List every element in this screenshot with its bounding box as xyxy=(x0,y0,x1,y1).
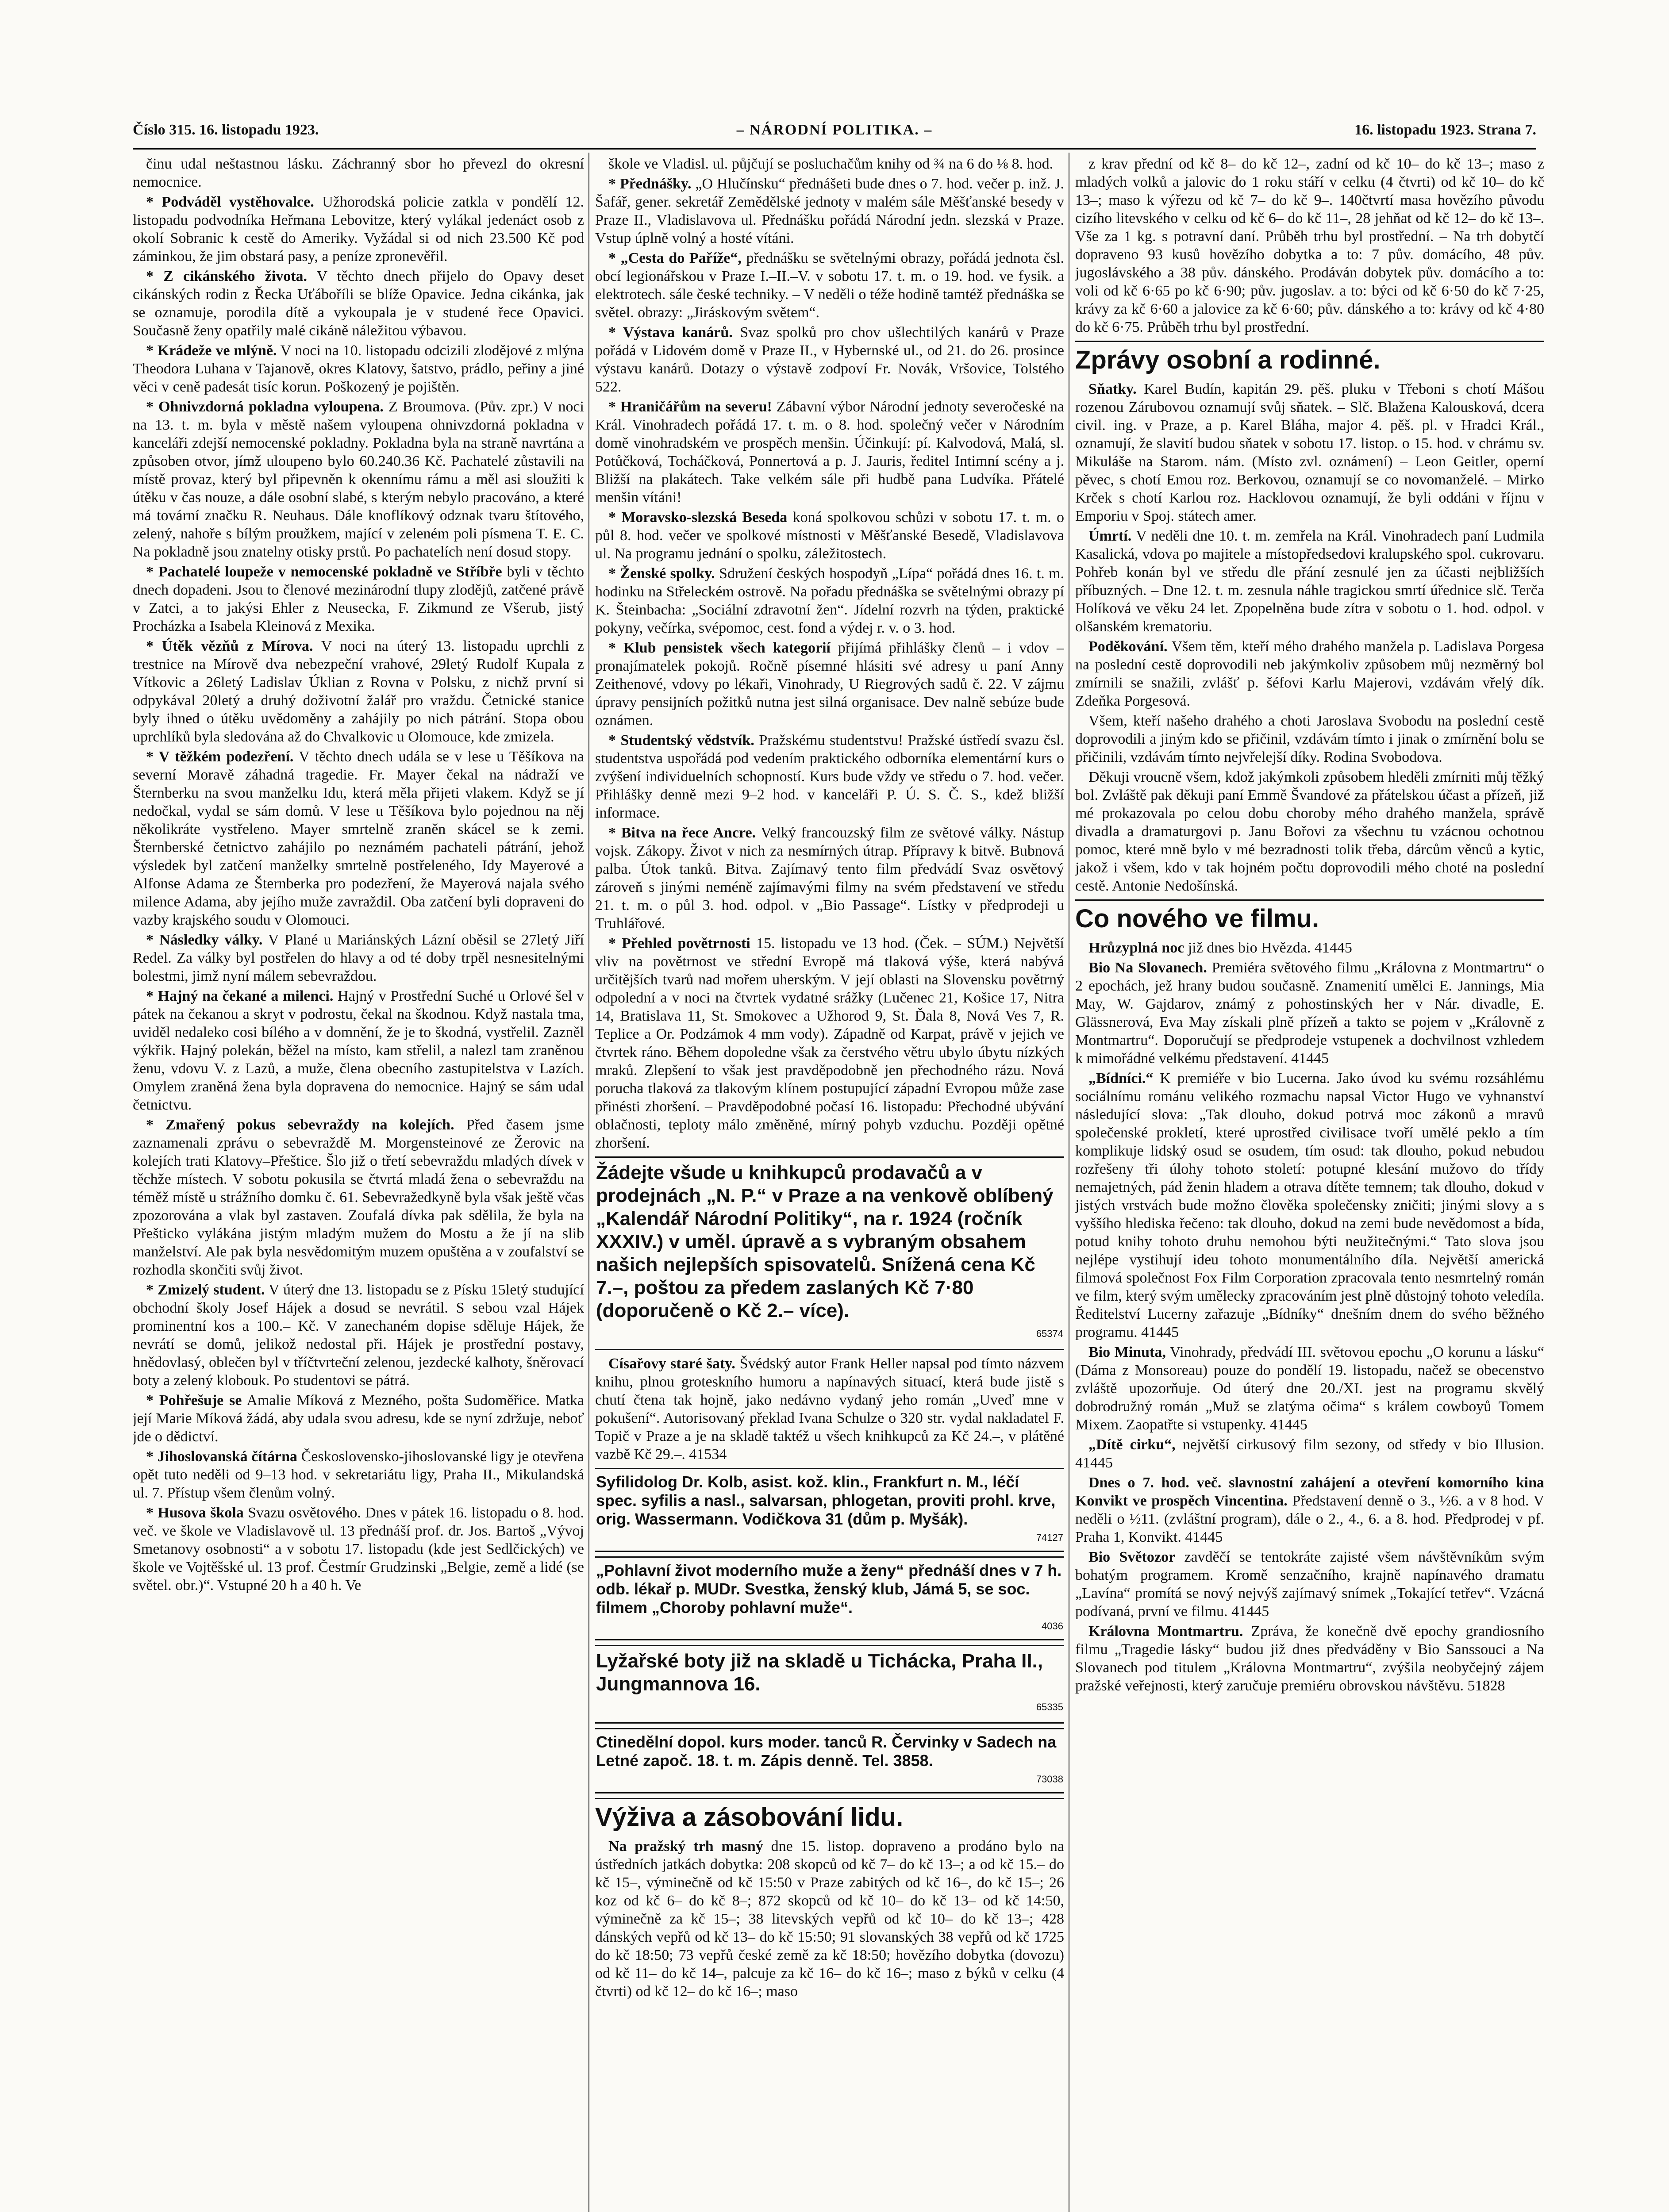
page-header xyxy=(133,122,1536,148)
column-1 xyxy=(133,155,584,2212)
news-item-heading: Sňatky. xyxy=(1088,381,1137,397)
news-item-heading: Hrůzyplná noc xyxy=(1088,940,1184,956)
news-item xyxy=(133,931,584,985)
news-item-text: Z Broumova. (Pův. zpr.) V noci na 13. t. m. byla v městě našem vyloupena ohnivzdorná pokladna v kanceláři zdejší nemocenské pokladny. Pokladna byla na straně navrtána a způsoben otvor, jímž uloupeno bylo 60.240.36 Kč. Pachatelé zůstavili na místě provaz, který byl připevněn k okennímu rámu a měl asi sloužiti k útěku v čas nouze, a dále osobní slabé, s kterým nebylo pracováno, a které má tovární značku R. Neuhaus. Dále knoflíkový odznak tvaru štítového, zelený, nahoře s bílým proužkem, mající v zeleném poli písmena T. E. C. Na pokladně jsou znatelny otisky prstů. Po pachatelích není dosud stopy. xyxy=(133,399,584,560)
news-item-text: K premiéře v bio Lucerna. Jako úvod ku svému rozsáhlému sociálnímu románu velikého rozmachu napsal Victor Hugo ve vyhnanství následující slova: „Tak dlouho, dokud potrvá moc zákonů a mravů společenské prokletí, které uprostřed civilisace tvoří umělé peklo a tím komplikuje lidský osud se osudem, tím osud: tak dlouho, pokud nebudou rozřešeny tři úlohy tohoto století: potupné klesání mužovo do třídy nemajetných, pád ženin hladem a otrava dítěte temnem; tak dlouho, dokud v jistých vrstvách bude možno člověka společensky zničiti; jinými slovy a s vyššího hlediska řečeno: tak dlouho, dokud na zemi bude nevědomost a bída, potud knihy tohoto druhu nemohou býti neužitečnými.“ Tato slova jsou nejlépe vystihují ideu tohoto monumentálního díla. Největší americká filmová společnost Fox Film Corporation zpracovala tento nesmrtelný román ve film, který svým umělecky zpracováním jest plně důstojný tohoto veledíla. Ředitelství Lucerny zařazuje „Bídníky“ dnešním dnem do svého běžného programu. 41445 xyxy=(1075,1070,1544,1340)
news-item-heading: Bio Minuta, xyxy=(1088,1344,1166,1360)
section-heading: Výživa a zásobování lidu. xyxy=(595,1798,1064,1833)
news-item-text: byli v těchto dnech dopadeni. Jsou to členové mezinárodní tlupy zlodějů, zatčené právě v Zatci, a to jakýsi Ehler z Neusecka, F. Zikmund ze Všerub, jistý Procházka a Isabela Kleinová z Mexika. xyxy=(133,564,584,634)
news-item-text: Vinohrady, předvádí III. světovou epochu „O korunu a lásku“ (Dáma z Monsoreau) pouze do pondělí 19. listopadu, načež se obecenstvo zvláště upozorňuje. Od úterý dne 20./XI. jest na programu skvělý dobrodružný román „Muž se zlatýma očima“ s králem cowboyů Tomem Mixem. Zaopatřte si vstupenky. 41445 xyxy=(1075,1344,1544,1433)
news-item xyxy=(1075,768,1544,895)
date-and-page: 16. listopadu 1923. Strana 7. xyxy=(1354,122,1536,138)
news-item-heading: Bio Na Slovanech. xyxy=(1088,960,1207,976)
news-item-heading: * Podváděl vystěhovalce. xyxy=(146,194,314,210)
news-item-text: V neděli dne 10. t. m. zemřela na Král. Vinohradech paní Ludmila Kasalická, vdova po majitele a místopředsedovi kralupského spol. cukrovaru. Pohřeb konán byl ve středu dle přání zesnulé jen za účasti nejbližších příbuzných. – Dne 12. t. m. zesnula náhle tragickou smrtí úřednice slč. Terča Holíková ve věku 24 let. Zpopelněna bude zítra v sobotu o 1. hod. odpol. v olšanském krematoriu. xyxy=(1075,528,1544,635)
news-item-heading: * Ohnivzdorná pokladna vyloupena. xyxy=(146,399,384,415)
news-item-text: Sdružení českých hospodyň „Lípa“ pořádá dnes 16. t. m. hodinku na Střeleckém ostrově. Na pořadu přednáška se světelnými obrazy pí K. Šteinbacha: „Sociální zdravotní žen“. Jídelní rozvrh na týden, praktické pokyny, večírka, svépomoc, cest. fond a výdej r. v. o 3. hod. xyxy=(595,565,1064,636)
news-item-heading: * „Cesta do Paříže“, xyxy=(608,250,742,266)
news-item xyxy=(1075,155,1544,336)
column-3 xyxy=(1075,155,1544,2212)
advertisement xyxy=(595,1468,1064,1552)
section-heading: Zprávy osobní a rodinné. xyxy=(1075,341,1544,376)
news-item xyxy=(1075,939,1544,957)
news-item xyxy=(133,1448,584,1502)
ad-text: Lyžařské boty již na skladě u Tichácka, Praha II., Jungmannova 16. xyxy=(596,1650,1043,1695)
news-item-text: Karel Budín, kapitán 29. pěš. pluku v Třeboni s chotí Mášou rozenou Zárubovou oznamují svůj sňatek. – Slč. Blažena Kalousková, dcera civil. ing. v Praze, a p. Karel Bláha, major 4. pěš. pl. v Hradci Král., oznamují, že slavití budou sňatek v sobotu 17. listop. o 15. hod. v chrámu sv. Mikuláše na Starom. nám. (Místo zvl. oznámení) – Leon Geitler, operní pěvec, s chotí Emou roz. Berkovou, oznamují se co novomanželé. – Mirko Krček s chotí Karlou roz. Hacklovou oznamují, že byli oddáni v říjnu v Emporiu v Spoj. státech amer. xyxy=(1075,381,1544,524)
news-item xyxy=(595,565,1064,637)
ad-text: „Pohlavní život moderního muže a ženy“ přednáší dnes v 7 h. odb. lékař p. MUDr. Svestka, ženský klub, Jámá 5, se soc. filmem „Choroby pohlavní muže“. xyxy=(596,1561,1062,1617)
news-item xyxy=(1075,1343,1544,1434)
news-item-heading: Úmrtí. xyxy=(1088,528,1132,544)
ad-code: 4036 xyxy=(1042,1621,1063,1632)
news-item-heading: * Přehled povětrnosti xyxy=(608,935,750,952)
news-item xyxy=(133,1281,584,1390)
masthead-title: – NÁRODNÍ POLITIKA. – xyxy=(736,122,933,138)
news-item-text: V Plané u Mariánských Lázní oběsil se 27letý Jiří Redel. Za války byl postřelen do hlavy a od té doby trpěl nesnesitelnými bolestmi, jimž nyní málem sebevraždou. xyxy=(133,932,584,984)
news-item xyxy=(1075,637,1544,710)
news-item-text: Amalie Míková z Mezného, pošta Sudoměřice. Matka její Marie Míková žádá, aby udala svou adresu, kde se nyní zdržuje, neboť jde o dědictví. xyxy=(133,1392,584,1445)
news-item xyxy=(133,563,584,635)
ad-code: 74127 xyxy=(1036,1532,1063,1543)
news-item-text: Svazu osvětového. Dnes v pátek 16. listopadu o 8. hod. več. ve škole ve Vladislavově ul. 13 přednáší prof. dr. Jos. Bartoš „Vývoj Smetanovy osobnosti“ a v sobotu 17. listopadu (kde jest Sedlčických) ve škole ve Vojtěšské ul. 13 prof. Čestmír Grudzinski „Belgie, země a lidé (se světel. obr.)“. Vstupné 20 h a 40 h. Ve xyxy=(133,1505,584,1594)
issue-number: Číslo 315. 16. listopadu 1923. xyxy=(133,122,319,138)
news-item xyxy=(133,987,584,1114)
news-item xyxy=(133,637,584,746)
news-item xyxy=(595,1837,1064,2001)
news-item-text: 15. listopadu ve 13 hod. (Ček. – SÚM.) Největší vliv na povětrnost ve střední Evropě má tlaková výše, která nabývá určitějších tvarů nad mořem uherským. V její oblasti na Slovensku povětrný odpolední a v noci na čtvrtek vydatné srážky (Lučenec 21, Košice 17, Nitra 14, Bratislava 11, St. Smokovec a Užhorod 9, St. Ďala 8, Nová Ves 7, R. Teplice a Or. Podzámok 4 mm vody). Západně od Karpat, právě v jejich ve čtvrtek ráno. Během dopoledne však za čerstvého větru ubylo úbytu nízkých mraků. Zlepšení to však jest pravděpodobně jen přechodného rázu. Nová porucha tlaková za tlakovým klínem postupující západní Evropou může zase přinésti zhoršení. – Pravděpodobné počasí 16. listopadu: Přechodné ubývání oblačnosti, teploty málo změněné, mírný pohyb vzduchu. Později opětné zhoršení. xyxy=(595,935,1064,1151)
news-item-text: Velký francouzský film ze světové války. Nástup vojsk. Zákopy. Život v nich za nesmírných útrap. Přípravy k bitvě. Bubnová palba. Útok tanků. Bitva. Zajímavý tento film předvádí Svaz osvětový zároveň s jinými neméně zajímavými filmy na svém představení ve středu 21. t. m. o půl 3. hod. odpol. v „Bio Passage“. Lístky v předprodeji u Truhlářové. xyxy=(595,825,1064,932)
news-item xyxy=(595,323,1064,396)
news-item-heading: * V těžkém podezření. xyxy=(146,749,294,765)
news-item-heading: * Husova škola xyxy=(146,1505,244,1521)
news-item-text: Představení denně o 3., ½6. a v 8 hod. V neděli o ½11. (zvláštní program), dále o 2., 4., 6. a 8. hod. Předprodej v pf. Praha 1, Konvikt. 41445 xyxy=(1075,1493,1544,1545)
news-item xyxy=(1075,1069,1544,1341)
news-item-text: Premiéra světového filmu „Královna z Montmartru“ o 2 epochách, jež hrany budou současně. Znamenití umělci E. Jannings, Mia May, W. Gajdarov, známý z pohostinských her v Nár. divadle, E. Glässnerová, Eva May získali plně přízeň a takto se pojem v „Královně z Montmartru“. Doporučují se předprodeje vstupenek a dochvilnost vzhledem k mimořádné velkému představení. 41445 xyxy=(1075,960,1544,1067)
news-item-text: Všem, kteří našeho drahého a choti Jaroslava Svobodu na poslední cestě doprovodili a jiným kdo se přičinil, vzdávám tímto i jinak o zmírnění bolu se přičinili, vzdávám tímto nejvřelejší díky. Rodina Svobodova. xyxy=(1075,713,1544,765)
news-item-heading: * Přednášky. xyxy=(608,176,692,192)
news-item xyxy=(1075,959,1544,1068)
news-item-text: Svaz spolků pro chov ušlechtilých kanárů v Praze pořádá v Lidovém domě v Praze II., v Hybernské ul., od 21. do 26. prosince výstavu kanárů. Dotazy o výstavě zodpoví Fr. Novák, Vršovice, Tolstého 522. xyxy=(595,324,1064,395)
news-item-text: V těchto dnech přijelo do Opavy deset cikánských rodin z Řecka Uťáboříli se blíže Opavice. Jedna cikánka, jak se oznamuje, porodila dítě a vykoupala je v studené řece Opavici. Současně ženy opatřily malé cikáně náležitou výbavou. xyxy=(133,268,584,339)
news-item xyxy=(595,639,1064,730)
news-item-heading: * Moravsko-slezská Beseda xyxy=(608,509,788,526)
news-item xyxy=(1075,1474,1544,1546)
news-item-text: „O Hlučínsku“ přednášeti bude dnes o 7. hod. večer p. inž. J. Šafář, gener. sekretář Zemědělské jednoty v malém sále Měšťanské besedy v Praze II., Vladislavova ul. Přednášku pořádá Národní jedn. slezská v Praze. Vstup úplně volný a hosté vítáni. xyxy=(595,176,1064,246)
news-item-heading: Císařovy staré šaty. xyxy=(608,1356,735,1372)
news-item xyxy=(595,824,1064,933)
news-item xyxy=(595,731,1064,822)
news-item-text: zavděčí se tentokráte zajisté všem návštěvníkům svým bohatým programem. Kromě senzačního, krajně napínavého dramatu „Lavína“ promítá se nový nejvýš zajímavý snímek „Tokající tetřev“. Vzácná podívaná, první ve filmu. 41445 xyxy=(1075,1549,1544,1620)
news-item xyxy=(133,1391,584,1446)
news-item xyxy=(1075,1548,1544,1621)
news-item-text: Všem těm, kteří mého drahého manžela p. Ladislava Porgesa na poslední cestě doprovodili neb jakýmkoliv způsobem můj nezměrný bol zmírnili se snažili, zvlášť p. šéfovi Karlu Majerovi, vzdávám vřelý dík. Zdeňka Porgesová. xyxy=(1075,638,1544,709)
news-item-text: Hajný v Prostřední Suché u Orlové šel v pátek na čekanou a skryt v podrostu, čekal na škodnou. Když nastala tma, uviděl nedaleko cosi bílého a v domnění, že je to škodná, vystřelil. Zazněl výkřik. Hajný polekán, běžel na místo, kam střelil, a nalezl tam zraněnou ženu, vdovu V. z Lazů, a muže, člena obecního zastupitelstva v Lazích. Omylem zraněná žena byla dopravena do nemocnice. Hajný se sám udal četnictvu. xyxy=(133,988,584,1113)
news-item xyxy=(1075,1436,1544,1472)
news-item-text: přijímá přihlášky členů – i vdov – pronajímatelek pokojů. Ročně písemné hlásiti své adresy u paní Anny Zeithenové, vdovy po lékaři, Vinohrady, U Riegrových sadů č. 22. V zájmu úpravy pensijních požitků nutna jest silná organisace. Dev nalně sebúze bude oznámen. xyxy=(595,640,1064,729)
news-item-text: již dnes bio Hvězda. 41445 xyxy=(1188,940,1352,956)
advertisement xyxy=(595,1645,1064,1724)
news-item-heading: Poděkování. xyxy=(1088,638,1168,655)
news-item-text: činu udal neštastnou lásku. Záchranný sbor ho převezl do okresní nemocnice. xyxy=(133,156,584,190)
news-item xyxy=(133,267,584,340)
news-item-text: Zábavní výbor Národní jednoty severočeské na Král. Vinohradech pořádá 17. t. m. o 8. hod. společný večer v Národním domě vinohradském ve prospěch menšin. Účinkují: pí. Kalvodová, Malá, sl. Potůčková, Tocháčková, Ponnertová a p. J. Jauris, ředitel Intimní scény a j. Bližší na plakátech. Take velkém sále při hudbě pana Ludvíka. Přátelé menšin vítáni! xyxy=(595,399,1064,506)
news-item-text: Užhorodská policie zatkla v pondělí 12. listopadu podvodníka Heřmana Lebovitze, který vylákal jedenáct osob z okolí Sobranic k cestě do Ameriky. Vyžádal si od nich 23.500 Kč pod záminkou, že jim obstará pasy, a peníze zpronevěřil. xyxy=(133,194,584,265)
news-item-heading: * Zmizelý student. xyxy=(146,1282,265,1298)
news-item xyxy=(133,1504,584,1594)
news-item-text: V noci na úterý 13. listopadu uprchli z trestnice na Mírově dva nebezpeční vrahové, 29letý Rudolf Kupala z Vítkovic a 26letý Ladislav Úklian z Rovna v Polsku, z nichž první si odpykával 20letý a druhý doživotní žalář pro vraždu. Četnické stanice byly ihned o útěku uvědoměny a zahájily po nich pátrání. Stopa obou uprchlíků byla sledována až do Chvalkovic u Olomouce, kde zmizela. xyxy=(133,638,584,745)
news-item xyxy=(133,748,584,929)
news-item-heading: „Bídníci.“ xyxy=(1088,1070,1154,1087)
news-item-text: škole ve Vladisl. ul. půjčují se posluchačům knihy od ¾ na 6 do ⅛ 8. hod. xyxy=(608,156,1054,172)
news-item-heading: * Hajný na čekané a milenci. xyxy=(146,988,334,1004)
header-rule xyxy=(133,148,1536,150)
news-item-text: dne 15. listop. dopraveno a prodáno bylo na ústředních jatkách dobytka: 208 skopců od kč 7– do kč 13–; a od kč 15.– do kč 15–, výminečně od kč 15:50 v Praze zabitých od kč 16–, do kč 15–; 26 koz od kč 6– do kč 8–; 872 skopců od kč 10– do kč 13– od kč 14:50, výminečně za kč 15–; 38 litevských vepřů od kč 10– do kč 13–; 428 dánských vepřů od kč 13– do kč 15:50; 91 slovanských 38 vepřů od kč 1725 do kč 18:50; 73 vepřů české země za kč 18:50; hovězího dobytka (dovozu) od kč 11– do kč 14–, palcuje za kč 16– do kč 16–; maso z býků v celku (4 čtvrti) od kč 12– do kč 16–; maso xyxy=(595,1838,1064,2000)
news-item-heading: * Ženské spolky. xyxy=(608,565,715,582)
news-item-text: přednášku se světelnými obrazy, pořádá jednota čsl. obcí legionářskou v Praze I.–II.–V. v sobotu 17. t. m. o 19. hod. ve fysik. a elektrotech. sále české techniky. – V neděli o téže hodině tamtéž přednáška se světel. obrazy: „Jiráskovým světem“. xyxy=(595,250,1064,321)
news-item-text: V těchto dnech udála se v lese u Těšíkova na severní Moravě záhadná tragedie. Fr. Mayer čekal na nádraží ve Šternberku na svou manželku Idu, která měla přijeti vlakem. Když se jí nedočkal, vydal se sám domů. V lese u Těšíkova bylo pojednou na něj několikráte vystřeleno. Mayer smrtelně zraněn skácel se k zemi. Šternberské četnictvo zahájilo po neznámém pachateli pátrání, jehož výsledek byl zatčení manželky smrtelně postřeleného, Idy Mayerové a Alfonse Adama ze Šternberka pro podezření, že Mayerová najala svého milence Adama, aby jejího muže zavraždil. Oba zatčení byli dopraveni do vazby krajského soudu v Olomouci. xyxy=(133,749,584,928)
news-item xyxy=(595,1355,1064,1463)
news-item xyxy=(595,508,1064,563)
news-item xyxy=(133,342,584,396)
news-item-text: koná spolkovou schůzi v sobotu 17. t. m. o půl 8. hod. večer ve spolkové místnosti v Měšťanské Besedě, Vladislavova ul. Na programu jednání o spolku, záležitostech. xyxy=(595,509,1064,562)
advertisement xyxy=(595,1728,1064,1793)
column-2 xyxy=(595,155,1064,2212)
news-item-heading: * Krádeže ve mlýně. xyxy=(146,342,277,359)
news-item-text: Zpráva, že konečně dvě epochy grandiosního filmu „Tragedie lásky“ budou již dnes předváděny v Bio Sanssouci a Na Slovanech pod titulem „Královna Montmartru“, zvýšila neobyčejný zájem pražské veřejnosti, který zaručuje premiéru obrovskou návštěvu. 51828 xyxy=(1075,1623,1544,1694)
ad-text: Žádejte všude u knihkupců prodavačů a v prodejnách „N. P.“ v Praze a na venkově oblíbený „Kalendář Národní Politiky“, na r. 1924 (ročník XXXIV.) v uměl. úpravě a s vybraným obsahem našich nejlepších spisovatelů. Snížená cena Kč 7.–, poštou za předem zaslaných Kč 7·80 (doporučeně o Kč 2.– více). xyxy=(596,1162,1054,1321)
news-item-heading: * Výstava kanárů. xyxy=(608,324,733,341)
news-item-text: V úterý dne 13. listopadu se z Písku 15letý studující obchodní školy Josef Hájek a dosud se nevrátil. S sebou vzal Hájek prominentní kos a 100.– Kč. V zanechaném dopise sděluje Hájek, že nevrátí se domů, jelikož nedostal při. Hájek je prostřední postavy, hnědovlasý, oblečen byl v tříčtvrteční zelenou, jezdecké kalhoty, šněrovací boty a zelený klobouk. Po studentovi se pátrá. xyxy=(133,1282,584,1389)
news-item xyxy=(1075,527,1544,636)
section-heading: Co nového ve filmu. xyxy=(1075,899,1544,934)
news-item-text: největší cirkusový film sezony, od středy v bio Illusion. 41445 xyxy=(1075,1436,1544,1471)
news-item-heading: * Následky války. xyxy=(146,932,263,948)
ad-text: Ctinedělní dopol. kurs moder. tanců R. Červinky v Sadech na Letné započ. 18. t. m. Zápis denně. Tel. 3858. xyxy=(596,1733,1057,1770)
news-item xyxy=(595,934,1064,1152)
news-item xyxy=(1075,380,1544,525)
news-item-heading: * Zmařený pokus sebevraždy na kolejích. xyxy=(146,1117,454,1133)
news-item-heading: * Pachatelé loupeže v nemocenské pokladně ve Stříbře xyxy=(146,564,502,580)
news-item-heading: Královna Montmartru. xyxy=(1088,1623,1243,1640)
news-item-text: Švédský autor Frank Heller napsal pod tímto názvem knihu, plnou groteskního humoru a napínavých situací, která bude jistě s chutí čtena tak hojně, jako nedávno vydaný jeho román „Uveď mne v pokušení“. Autorisovaný překlad Ivana Schulze o 320 str. vydal nakladatel F. Topič v Praze a je na skladě taktéž u všech knihkupců za Kč 24.–, v plátěné vazbě Kč 29.–. 41534 xyxy=(595,1356,1064,1463)
news-item-text: Před časem jsme zaznamenali zprávu o sebevraždě M. Morgensteinové ze Žerovic na kolejích trati Klatovy–Přeštice. Šlo již o třetí sebevraždu mladých dívek v těchže místech. V sobotu pokusila se čtvrtá mladá žena o sebevraždu na téměž místě u strážního domku č. 61. Sebevražedkyně byla však ještě včas zpozorována a vlak byl zastaven. Zoufalá dívka pak sdělila, že byla na Přešticko vylákána jistým mladým mužem do Mostu a že jí na slib manželství. Ale pak byla nesvědomitým muzem opuštěna a v zoufalství se rozhodla skončiti svůj život. xyxy=(133,1117,584,1278)
column-divider-1 xyxy=(588,153,589,2212)
news-item xyxy=(133,193,584,265)
news-item xyxy=(595,155,1064,173)
news-item xyxy=(595,175,1064,247)
news-item xyxy=(1075,712,1544,766)
news-item-heading: Na pražský trh masný xyxy=(608,1838,763,1855)
ad-code: 65374 xyxy=(1036,1328,1063,1339)
news-item-text: Děkuji vroucně všem, kdož jakýmkoli způsobem hleděli zmírniti můj těžký bol. Zvláště pak děkuji paní Emmě Švandové za přátelskou účast a přízeň, již mé prokazovala po celou dobu choroby mého drahého manžela, správě divadla a dramaturgovi p. Janu Bořovi za všechnu tu vzácnou ochotnou pomoc, které mně bylo v mé bezradnosti tolik třeba, dárcům věnců a kytic, jakož i všem, kdo v tak hojném počtu doprovodili mého choté na poslední cestě. Antonie Nedošínská. xyxy=(1075,769,1544,894)
ad-code: 65335 xyxy=(1036,1701,1063,1713)
news-item-heading: „Dítě cirku“, xyxy=(1088,1436,1176,1453)
news-item-heading: * Pohřešuje se xyxy=(146,1392,242,1409)
advertisement xyxy=(595,1156,1064,1350)
news-item-heading: * Jihoslovanská čítárna xyxy=(146,1448,298,1465)
news-item xyxy=(1075,1622,1544,1695)
news-item xyxy=(133,398,584,561)
ad-text: Syfilidolog Dr. Kolb, asist. kož. klin., Frankfurt n. M., léčí spec. syfilis a nasl., salvarsan, phlogetan, proviti prohl. krve, orig. Wassermann. Vodičkova 31 (dům p. Myšák). xyxy=(596,1473,1056,1528)
news-item-heading: Dnes o 7. hod. več. slavnostní zahájení a otevření komorního kina Konvikt ve prospěch Vincentina. xyxy=(1075,1475,1544,1509)
news-item xyxy=(595,249,1064,322)
news-item-heading: * Klub pensistek všech kategorií xyxy=(608,640,831,656)
news-item-heading: * Z cikánského života. xyxy=(146,268,308,284)
news-item-text: z krav přední od kč 8– do kč 12–, zadní od kč 10– do kč 13–; maso z mladých volků a jalovic do 1 roku stáří v celku (4 čtvrti) od kč 10– do kč 13–; maso k výřezu od kč 7– do kč 9–. 140čtvrtí masa hovězího původu cizího litevského v celku od kč 6– do kč 11–, 28 jehňat od kč 12– do kč 13–. Vše za 1 kg. s potravní daní. Průběh trhu byl prostřední. – Na trh dobytčí dopraveno 93 kusů hovězího dobytka a to: 7 pův. domácího, 48 pův. jugoslávského a 38 pův. dánského. Prodáván dobytek pův. domácího a to: voli od kč 6·65 po kč 6·90; pův. jugoslav. a to: býci od kč 6·50 do kč 7·25, krávy za kč 6·60 a jalovice za kč 6·60; pův. dánského a to: krávy od kč 4·80 do kč 6·75. Průběh trhu byl prostřední. xyxy=(1075,156,1544,335)
news-item-heading: * Útěk vězňů z Mírova. xyxy=(146,638,313,654)
news-item xyxy=(133,155,584,191)
news-item-text: Pražskému studentstvu! Pražské ústředí svazu čsl. studentstva uspořádá pod vedením praktického odborníka elementární kurs o zvýšení individuelních schopností. Kurs bude vždy ve středu o 7. hod. večer. Přihlášky denně mezi 9–2 hod. v kanceláři P. Ú. S. Č. S., kdež bližší informace. xyxy=(595,732,1064,821)
news-item-heading: * Hraničářům na severu! xyxy=(608,399,772,415)
news-item-heading: * Studentský vědstvík. xyxy=(608,732,754,749)
advertisement xyxy=(595,1556,1064,1640)
news-item-text: V noci na 10. listopadu odcizili zlodějové z mlýna Theodora Luhana v Tajanově, okres Klatovy, šatstvo, prádlo, peřiny a jiné věci v ceně padesát tisíc korun. Poškozený je pojištěn. xyxy=(133,342,584,395)
news-item-heading: * Bitva na řece Ancre. xyxy=(608,825,756,841)
ad-code: 73038 xyxy=(1036,1774,1063,1785)
news-item-heading: Bio Světozor xyxy=(1088,1549,1176,1565)
news-item xyxy=(595,398,1064,507)
news-item-text: Československo-jihoslovanské ligy je otevřena opět tuto neděli od 9–13 hod. v sekretariátu ligy, Praha II., Mikulandská ul. 7. Přístup všem členům volný. xyxy=(133,1448,584,1501)
news-item xyxy=(133,1116,584,1279)
